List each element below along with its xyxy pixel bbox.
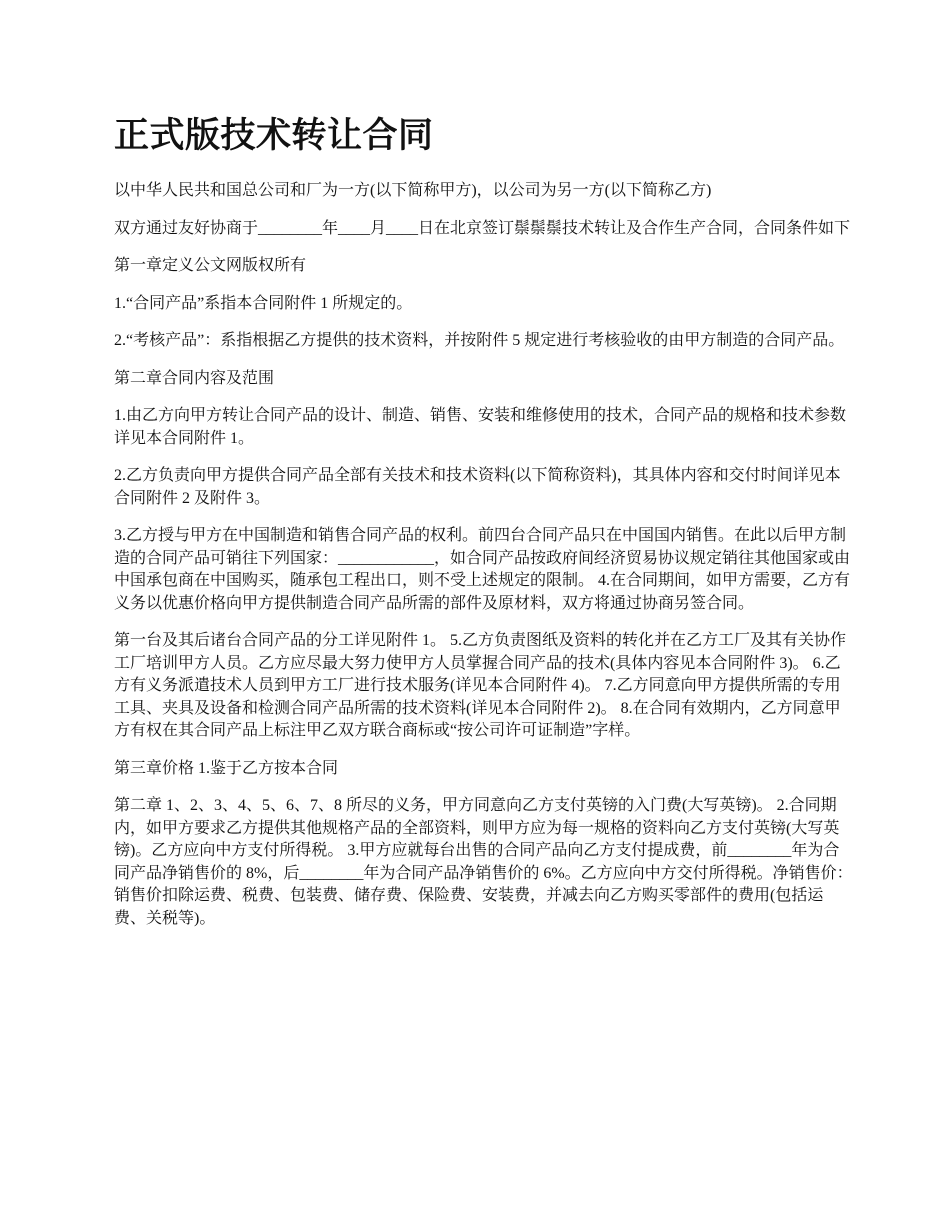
clause-1-2: 2.“考核产品”：系指根据乙方提供的技术资料，并按附件 5 规定进行考核验收的由甲方制造的合同产品。 (114, 332, 845, 349)
clause-2-2: 2.乙方负责向甲方提供合同产品全部有关技术和技术资料(以下简称资料)，其具体内容和交付时间详见本合同附件 2 及附件 3。 (114, 467, 841, 507)
intro-parties: 以中华人民共和国总公司和厂为一方(以下简称甲方)，以公司为另一方(以下简称乙方) (114, 182, 712, 199)
intro-agreement: 双方通过友好协商于________年____月____日在北京签订鬃鬃鬃技术转让及合作生产合同，合同条件如下 (114, 219, 851, 237)
chapter-3-heading: 第三章价格 1.鉴于乙方按本合同 (114, 759, 339, 777)
clause-1-1: 1.“合同产品”系指本合同附件 1 所规定的。 (114, 294, 413, 312)
document-page (114, 108, 854, 945)
chapter-3-body: 第二章 1、2、3、4、5、6、7、8 所尽的义务，甲方同意向乙方支付英镑的入门费(大写英镑)。 2.合同期内，如甲方要求乙方提供其他规格产品的全部资料，则甲方应为每一规格的资料向乙方支付英镑(大写英镑)。乙方应向中方支付所得税。 3.甲方应就每台出售的合同产品向乙方支付提成费，前________年为合同产品净销售价的 8%，后________年为合同产品净销售价的 6%。乙方应向中方交付所得税。净销售价：销售价扣除运费、税费、包装费、储存费、保险费、安装费，并减去向乙方购买零部件的费用(包括运费、关税等)。 (114, 797, 853, 927)
document-title: 正式版技术转让合同 (114, 116, 434, 156)
clause-2-3: 3.乙方授与甲方在中国制造和销售合同产品的权利。前四台合同产品只在中国国内销售。在此以后甲方制造的合同产品可销往下列国家：____________，如合同产品按政府间经济贸易协议规定销往其他国家或由中国承包商在中国购买，随承包工程出口，则不受上述规定的限制。 4.在合同期间，如甲方需要，乙方有义务以优惠价格向甲方提供制造合同产品所需的部件及原材料，双方将通过协商另签合同。 (114, 527, 851, 612)
chapter-2-heading: 第二章合同内容及范围 (114, 369, 275, 387)
clause-2-continued: 第一台及其后诸台合同产品的分工详见附件 1。 5.乙方负责图纸及资料的转化并在乙方工厂及其有关协作工厂培训甲方人员。乙方应尽最大努力使甲方人员掌握合同产品的技术(具体内容见本合同附件 3)。 6.乙方有义务派遣技术人员到甲方工厂进行技术服务(详见本合同附件 4)。 7.乙方同意向甲方提供所需的专用工具、夹具及设备和检测合同产品所需的技术资料(详见本合同附件 2)。 8.在合同有效期内，乙方同意甲方有权在其合同产品上标注甲乙双方联合商标或“按公司许可证制造”字样。 (114, 632, 847, 739)
clause-2-1: 1.由乙方向甲方转让合同产品的设计、制造、销售、安装和维修使用的技术，合同产品的规格和技术参数详见本合同附件 1。 (114, 407, 847, 447)
chapter-1-heading: 第一章定义公文网版权所有 (114, 257, 307, 274)
